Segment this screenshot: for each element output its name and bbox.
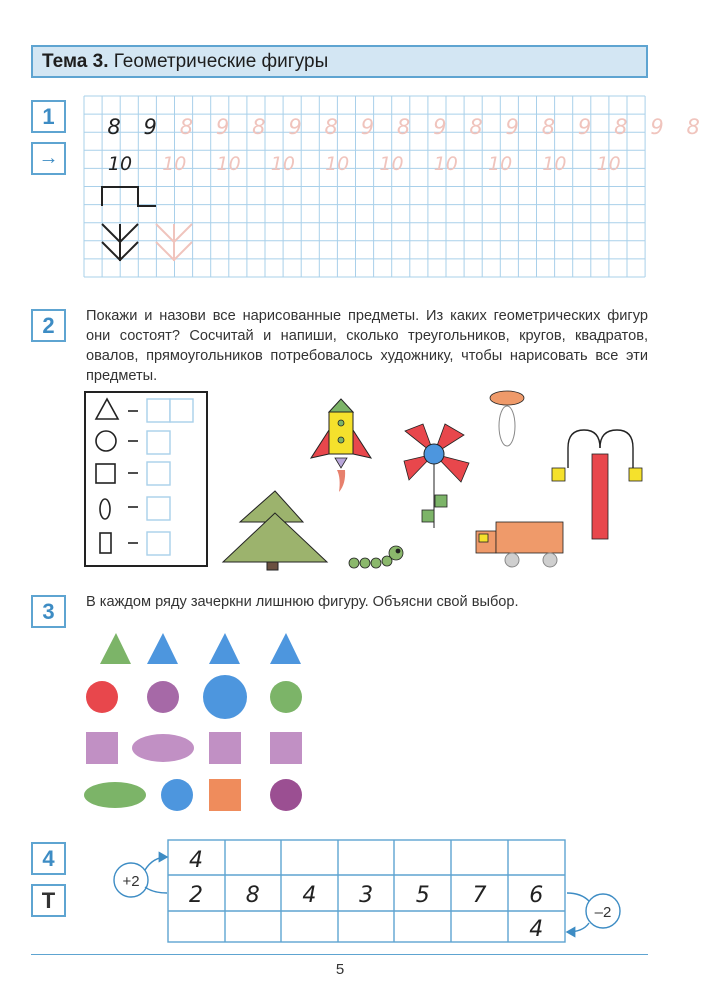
- copy-digit: 8: [686, 115, 700, 139]
- shape-triangle-blue-3[interactable]: [270, 633, 301, 664]
- copy-digit: 8: [541, 115, 556, 139]
- chain-cell-value: 2: [189, 883, 203, 908]
- street-lamp-drawing: [552, 430, 642, 539]
- copy-digit: 9: [505, 115, 519, 139]
- plus-two-label: +2: [122, 873, 140, 890]
- task-3-text: В каждом ряду зачеркни лишнюю фигуру. Объясни свой выбор.: [86, 594, 519, 610]
- row-triangles: [100, 633, 301, 664]
- caterpillar-drawing: [349, 546, 403, 568]
- copy-number: 10: [596, 153, 621, 175]
- minus-two-label: –2: [594, 904, 612, 921]
- flower-drawing: [404, 424, 469, 528]
- row-squares: [86, 732, 302, 764]
- copy-digit: 8: [396, 115, 411, 139]
- truck-drawing: [476, 522, 563, 567]
- copy-digit: 8: [107, 115, 121, 139]
- shape-oval-purple[interactable]: [132, 734, 194, 762]
- chain-cell-value: 4: [189, 848, 203, 873]
- copy-number: 10: [542, 153, 567, 175]
- task-4-number-chain: [105, 835, 645, 947]
- copy-digit: 9: [360, 115, 375, 139]
- copy-digit: 8: [252, 115, 266, 139]
- shape-circle-plum[interactable]: [270, 779, 302, 811]
- task-4-letter: Т: [31, 884, 66, 917]
- task-3-number: 3: [31, 595, 66, 628]
- topic-label: Тема 3.: [42, 51, 109, 72]
- copy-digit: 9: [288, 115, 302, 139]
- copy-number: 10: [325, 153, 350, 175]
- rectangle-icon: [100, 533, 111, 553]
- shape-square-purple-3[interactable]: [270, 732, 302, 764]
- topic-header: [31, 45, 648, 78]
- odd-one-out-rows: [80, 625, 320, 815]
- tree-drawing: [223, 491, 327, 570]
- task-1-number: 1: [31, 100, 66, 133]
- shape-triangle-blue-1[interactable]: [147, 633, 178, 664]
- page-number: 5: [335, 961, 345, 978]
- answer-cell-triangles: [147, 399, 170, 422]
- footer-divider: [31, 954, 648, 955]
- copy-number: 10: [379, 153, 404, 175]
- answer-cell-squares: [147, 462, 170, 485]
- shape-count-legend: [84, 391, 208, 567]
- copy-number: 10: [162, 153, 187, 175]
- oval-lamp-drawing: [490, 391, 524, 446]
- shape-square-orange[interactable]: [209, 779, 241, 811]
- topic-title: Геометрические фигуры: [113, 51, 329, 72]
- step-pattern: [102, 187, 156, 206]
- copy-digit: 9: [143, 115, 157, 139]
- chain-cell-value: 3: [359, 883, 374, 908]
- answer-cell-circles: [147, 431, 170, 454]
- copy-number: 10: [433, 153, 458, 175]
- chain-cell-value: 4: [302, 883, 317, 908]
- arrow-pattern-ink: [102, 224, 138, 261]
- shape-oval-green[interactable]: [84, 782, 146, 808]
- copy-digit: 8: [179, 115, 194, 139]
- chain-cell-value: 6: [529, 883, 544, 908]
- task-2-illustrations: [215, 388, 655, 573]
- shape-circle-blue-large[interactable]: [203, 675, 247, 719]
- answer-cell-rectangles: [147, 532, 170, 555]
- copy-number: 10: [107, 153, 133, 175]
- copy-digit: 9: [650, 115, 664, 139]
- task-2-number: 2: [31, 309, 66, 342]
- row-mixed: [84, 779, 302, 811]
- chain-cell-value: 5: [415, 883, 430, 908]
- copy-number: 10: [270, 153, 295, 175]
- task-1-arrow-icon: →: [31, 142, 66, 175]
- shape-triangle-blue-2[interactable]: [209, 633, 240, 664]
- circle-icon: [96, 431, 116, 451]
- shape-square-purple-2[interactable]: [209, 732, 241, 764]
- answer-cell-triangles-2: [170, 399, 193, 422]
- copy-digit: 8: [614, 115, 628, 139]
- copy-digit: 9: [215, 115, 230, 139]
- rocket-drawing: [311, 399, 371, 492]
- shape-circle-green[interactable]: [270, 681, 302, 713]
- chain-cell-value: 8: [245, 883, 260, 908]
- shape-triangle-green[interactable]: [100, 633, 131, 664]
- square-icon: [96, 464, 115, 483]
- copy-number: 10: [216, 153, 241, 175]
- copy-number: 10: [488, 153, 513, 175]
- task-4-number: 4: [31, 842, 66, 875]
- copy-digit: 9: [577, 115, 592, 139]
- shape-square-purple-1[interactable]: [86, 732, 118, 764]
- oval-icon: [100, 499, 110, 519]
- answer-cell-ovals: [147, 497, 170, 520]
- triangle-icon: [96, 399, 118, 419]
- copy-digit: 8: [324, 115, 338, 139]
- copy-digit: 9: [433, 115, 447, 139]
- row-circles: [86, 675, 302, 719]
- shape-circle-red[interactable]: [86, 681, 118, 713]
- shape-circle-blue[interactable]: [161, 779, 193, 811]
- shape-circle-purple[interactable]: [147, 681, 179, 713]
- task-2-text: Покажи и назови все нарисованные предметы. Из каких геометрических фигур они состоят? Сосчитай и напиши, сколько треугольников, кругов, квадратов, овалов, прямоугольников потребовалось художнику, чтобы нарисовать все эти предметы.: [86, 308, 648, 384]
- answer-cells: [147, 399, 193, 555]
- chain-cell-value: 4: [529, 917, 544, 942]
- copy-digit: 8: [469, 115, 483, 139]
- arrow-pattern-trace: [156, 224, 192, 261]
- task-1-grid[interactable]: [84, 96, 700, 284]
- chain-cell-value: 7: [472, 883, 487, 908]
